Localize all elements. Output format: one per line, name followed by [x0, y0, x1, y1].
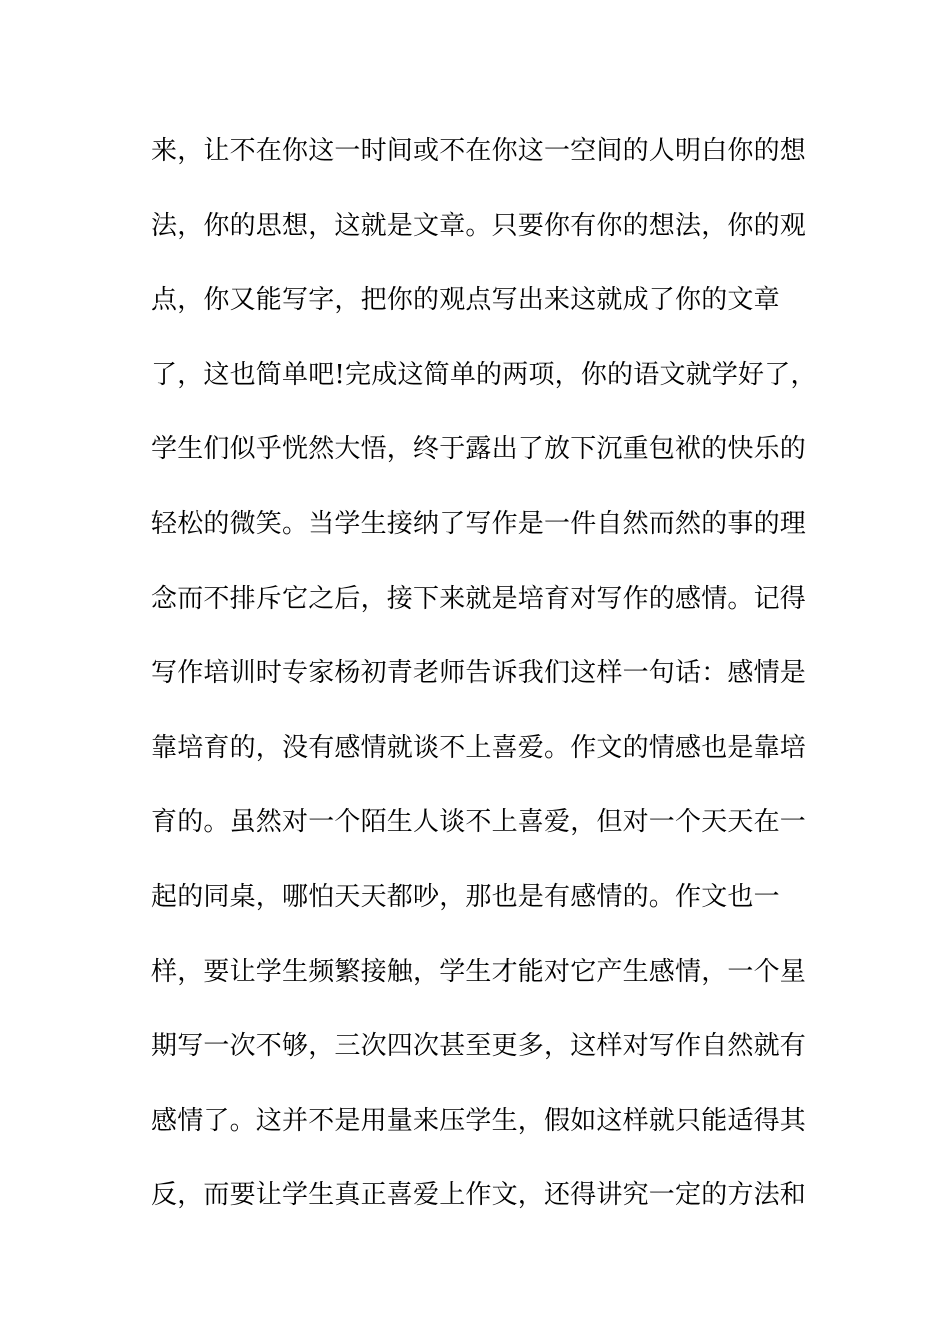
text-line: 轻松的微笑。当学生接纳了写作是一件自然而然的事的理	[151, 508, 807, 539]
text-line: 学生们似乎恍然大悟，终于露出了放下沉重包袱的快乐的	[151, 434, 807, 465]
text-line: 念而不排斥它之后，接下来就是培育对写作的感情。记得	[151, 583, 807, 614]
text-line: 反，而要让学生真正喜爱上作文，还得讲究一定的方法和	[151, 1180, 807, 1211]
text-line: 样，要让学生频繁接触，学生才能对它产生感情，一个星	[151, 956, 807, 987]
text-line: 法，你的思想，这就是文章。只要你有你的想法，你的观	[151, 210, 807, 241]
text-line: 来，让不在你这一时间或不在你这一空间的人明白你的想	[151, 136, 807, 166]
text-line: 起的同桌，哪怕天天都吵，那也是有感情的。作文也一	[151, 881, 780, 912]
text-line: 了，这也简单吧!完成这简单的两项，你的语文就学好了，	[151, 359, 817, 390]
text-line: 期写一次不够，三次四次甚至更多，这样对写作自然就有	[151, 1031, 807, 1062]
text-line: 感情了。这并不是用量来压学生，假如这样就只能适得其	[151, 1105, 807, 1136]
text-line: 育的。虽然对一个陌生人谈不上喜爱，但对一个天天在一	[151, 807, 807, 838]
text-line: 靠培育的，没有感情就谈不上喜爱。作文的情感也是靠培	[151, 732, 807, 763]
document-body	[151, 126, 817, 1245]
text-line: 写作培训时专家杨初青老师告诉我们这样一句话：感情是	[151, 658, 807, 689]
text-line: 点，你又能写字，把你的观点写出来这就成了你的文章	[151, 285, 780, 316]
